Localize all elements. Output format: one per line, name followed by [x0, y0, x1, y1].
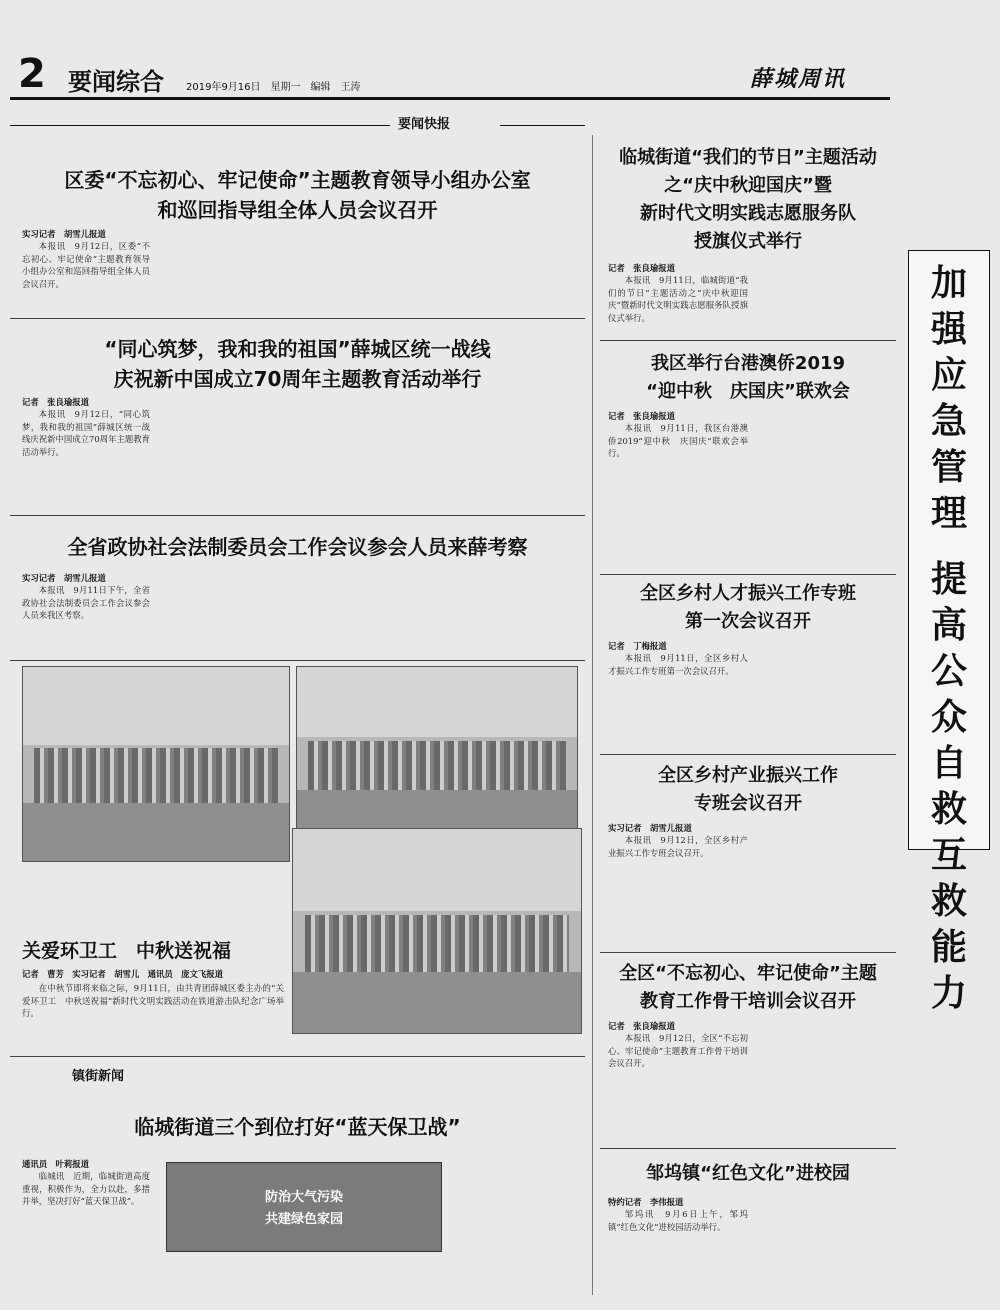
- masthead: [10, 50, 890, 100]
- row-rule: [600, 952, 896, 953]
- paper-logo: 薛城周讯: [750, 66, 847, 92]
- news-flash-tag: 要闻快报: [398, 117, 451, 132]
- byline-a2: 记者 张良瑜报道: [22, 397, 89, 407]
- byline-a11: 特约记者 李伟报道: [608, 1197, 684, 1207]
- headline-a10: 临城街道三个到位打好“蓝天保卫战”: [134, 1115, 461, 1139]
- section-name: 要闻综合: [68, 68, 164, 96]
- banner-char: 公: [930, 651, 967, 692]
- row-rule: [600, 1148, 896, 1149]
- headline-a7: 全区乡村产业振兴工作 专班会议召开: [658, 765, 838, 814]
- body-a9: 在中秋节即将来临之际，9月11日，由共青团薛城区委主办的“关爱环卫工 中秋送祝福”新时代文明实践活动在铁道游击队纪念广场举行。: [22, 983, 284, 1019]
- body-a11: 邹坞讯 9月6日上午，邹坞镇“红色文化”进校园活动举行。: [608, 1209, 748, 1232]
- headline-a1: 区委“不忘初心、牢记使命”主题教育领导小组办公室 和巡回指导组全体人员会议召开: [64, 168, 531, 222]
- column-rule: [592, 135, 593, 1295]
- body-a8: 本报讯 9月12日，全区“不忘初心、牢记使命”主题教育工作骨干培训会议召开。: [608, 1033, 748, 1069]
- banner-char: [909, 537, 989, 557]
- photo-volunteers-square: [22, 666, 290, 862]
- banner-char: 力: [930, 973, 967, 1014]
- headline-a5: 我区举行台港澳侨2019 “迎中秋 庆国庆”联欢会: [646, 353, 850, 402]
- byline-a6: 记者 丁梅报道: [608, 641, 667, 651]
- banner-char: 应: [930, 355, 967, 396]
- body-a6: 本报讯 9月11日，全区乡村人才振兴工作专班第一次会议召开。: [608, 653, 748, 676]
- byline-a10: 通讯员 叶莉报道: [22, 1159, 89, 1169]
- row-rule: [10, 318, 585, 319]
- banner-char: 管: [930, 447, 967, 488]
- body-a4: 本报讯 9月11日，临城街道“我们的节日”主题活动之“庆中秋迎国庆”暨新时代文明实践志愿服务队授旗仪式举行。: [608, 275, 748, 323]
- dateline: 2019年9月16日 星期一 编辑 王涛: [186, 82, 361, 93]
- banner-char: 强: [930, 309, 967, 350]
- banner-text: [909, 261, 989, 1017]
- row-rule: [10, 515, 585, 516]
- row-rule: [600, 754, 896, 755]
- byline-a8: 记者 张良瑜报道: [608, 1021, 675, 1031]
- banner-char: 理: [930, 493, 967, 534]
- byline-a7: 实习记者 胡雪儿报道: [608, 823, 692, 833]
- byline-a4: 记者 张良瑜报道: [608, 263, 675, 273]
- byline-a9: 记者 曹芳 实习记者 胡雪儿 通讯员 庞文飞报道: [22, 969, 223, 979]
- page-number: 2: [18, 51, 46, 97]
- headline-a2: “同心筑梦，我和我的祖国”薛城区统一战线 庆祝新中国成立70周年主题教育活动举行: [104, 337, 491, 391]
- body-a3: 本报讯 9月11日下午，全省政协社会法制委员会工作会议参会人员来我区考察。: [22, 585, 150, 621]
- town-news-tag: 镇街新闻: [72, 1069, 125, 1084]
- banner-char: 自: [930, 743, 967, 784]
- headline-a3: 全省政协社会法制委员会工作会议参会人员来薛考察: [67, 535, 528, 559]
- body-a5: 本报讯 9月11日，我区台港澳侨2019“迎中秋 庆国庆”联欢会举行。: [608, 423, 748, 459]
- banner-char: 救: [930, 789, 967, 830]
- photo-sanitation-workers: [292, 828, 582, 1034]
- tag-rule-left: [10, 125, 390, 126]
- row-rule: [10, 660, 585, 661]
- body-a7: 本报讯 9月12日，全区乡村产业振兴工作专班会议召开。: [608, 835, 748, 858]
- headline-a11: 邹坞镇“红色文化”进校园: [646, 1163, 850, 1184]
- promo-line-1: 防治大气污染: [264, 1190, 343, 1205]
- row-rule: [10, 1056, 585, 1057]
- banner-char: 救: [930, 881, 967, 922]
- vertical-banner: [908, 250, 990, 1014]
- banner-char: 加: [930, 263, 967, 304]
- banner-char: 急: [930, 401, 967, 442]
- banner-char: 高: [930, 605, 967, 646]
- headline-a8: 全区“不忘初心、牢记使命”主题 教育工作骨干培训会议召开: [619, 963, 877, 1012]
- body-a2: 本报讯 9月12日，“同心筑梦，我和我的祖国”薛城区统一战线庆祝新中国成立70周年主题教育活动举行。: [22, 409, 150, 457]
- banner-char: 众: [930, 697, 967, 738]
- headline-a9: 关爱环卫工 中秋送祝福: [22, 940, 232, 962]
- banner-char: 能: [930, 927, 967, 968]
- headline-a6: 全区乡村人才振兴工作专班 第一次会议召开: [640, 583, 856, 632]
- tag-rule-right: [500, 125, 585, 126]
- photo-giving-gifts: [296, 666, 578, 844]
- body-a1: 本报讯 9月12日，区委“不忘初心、牢记使命”主题教育领导小组办公室和巡回指导组全体人员会议召开。: [22, 241, 150, 289]
- promo-line-2: 共建绿色家园: [264, 1212, 343, 1227]
- banner-char: 提: [930, 559, 967, 600]
- byline-a5: 记者 张良瑜报道: [608, 411, 675, 421]
- promo-panel: [166, 1162, 442, 1252]
- byline-a1: 实习记者 胡雪儿报道: [22, 229, 106, 239]
- row-rule: [600, 340, 896, 341]
- byline-a3: 实习记者 胡雪儿报道: [22, 573, 106, 583]
- body-a10: 临城讯 近期，临城街道高度重视，积极作为，全力以赴，多措并举，坚决打好“蓝天保卫战”。: [22, 1171, 150, 1207]
- banner-char: 互: [930, 835, 967, 876]
- row-rule: [600, 574, 896, 575]
- headline-a4: 临城街道“我们的节日”主题活动 之“庆中秋迎国庆”暨 新时代文明实践志愿服务队 授旗仪式举行: [619, 147, 877, 252]
